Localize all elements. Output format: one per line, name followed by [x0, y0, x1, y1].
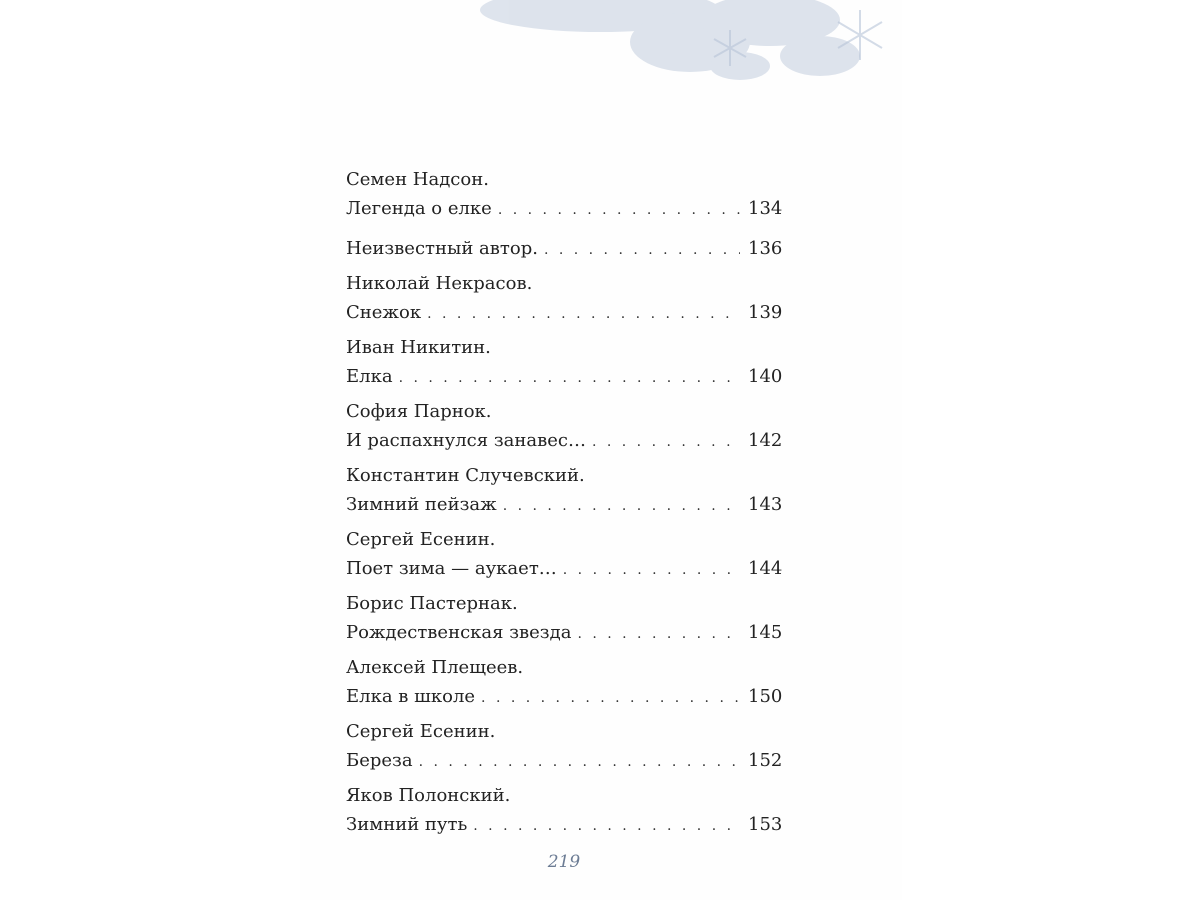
toc-entry[interactable] [346, 166, 782, 224]
toc-entry[interactable] [346, 590, 782, 648]
toc-page-number: 145 [748, 622, 783, 643]
toc-page-number: 153 [748, 814, 783, 835]
toc-title: Зимний путь [346, 814, 468, 835]
toc-entry[interactable] [346, 398, 782, 456]
toc-entry[interactable] [346, 334, 782, 392]
toc-page-number: 134 [748, 198, 783, 219]
toc-title: Зимний пейзаж [346, 494, 497, 515]
toc-page-number: 142 [748, 430, 783, 451]
toc-author: Семен Надсон. [346, 169, 489, 190]
toc-author: Константин Случевский. [346, 465, 585, 486]
dot-leader [419, 747, 740, 777]
toc-title: Рождественская звезда [346, 622, 572, 643]
dot-leader [563, 555, 740, 585]
toc-title: Елка [346, 366, 393, 387]
dot-leader [427, 299, 740, 329]
toc-title: Снежок [346, 302, 422, 323]
toc-page-number: 152 [748, 750, 783, 771]
dot-leader [577, 619, 740, 649]
toc-author: Алексей Плещеев. [346, 657, 524, 678]
toc-page-number: 139 [748, 302, 783, 323]
toc-page-number: 150 [748, 686, 783, 707]
toc-page-number: 140 [748, 366, 783, 387]
toc-title: Елка в школе [346, 686, 476, 707]
toc-title: Легенда о елке [346, 198, 492, 219]
toc-author: Николай Некрасов. [346, 273, 533, 294]
table-of-contents [346, 166, 782, 840]
toc-title: Неизвестный автор. [346, 238, 538, 259]
toc-page-number: 144 [748, 558, 783, 579]
toc-entry[interactable] [346, 526, 782, 584]
toc-entry[interactable] [346, 718, 782, 776]
toc-entry[interactable] [346, 654, 782, 712]
toc-author: Яков Полонский. [346, 785, 511, 806]
dot-leader [544, 235, 740, 265]
toc-entry[interactable] [346, 270, 782, 328]
toc-title: И распахнулся занавес… [346, 430, 586, 451]
dot-leader [399, 363, 740, 393]
dot-leader [473, 811, 740, 841]
toc-author: София Парнок. [346, 401, 492, 422]
toc-title: Поет зима — аукает… [346, 558, 557, 579]
toc-page-number: 143 [748, 494, 783, 515]
toc-author: Борис Пастернак. [346, 593, 518, 614]
toc-author: Сергей Есенин. [346, 721, 496, 742]
toc-author: Иван Никитин. [346, 337, 491, 358]
dot-leader [503, 491, 740, 521]
dot-leader [592, 427, 740, 457]
toc-entry[interactable] [346, 234, 782, 264]
toc-title: Береза [346, 750, 413, 771]
dot-leader [481, 683, 740, 713]
page-number: 219 [547, 852, 581, 872]
toc-page-number: 136 [748, 238, 783, 259]
toc-entry[interactable] [346, 782, 782, 840]
toc-author: Сергей Есенин. [346, 529, 496, 550]
dot-leader [498, 195, 740, 225]
toc-entry[interactable] [346, 462, 782, 520]
snowflake-icon [300, 0, 902, 90]
book-page [300, 0, 902, 900]
